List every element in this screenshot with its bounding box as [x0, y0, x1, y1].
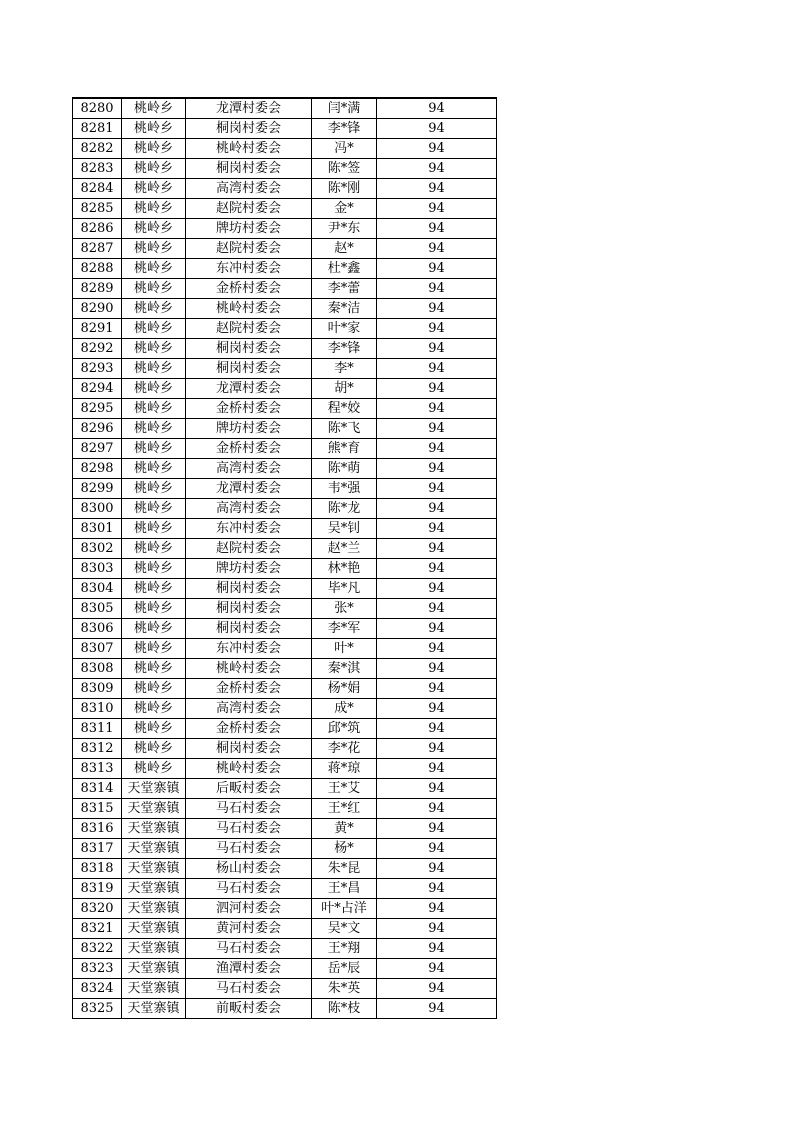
table-row	[73, 619, 497, 639]
township-cell: 天堂寨镇	[122, 939, 186, 959]
row-number-cell: 8296	[73, 419, 122, 439]
row-number-cell: 8309	[73, 679, 122, 699]
township-cell: 桃岭乡	[122, 619, 186, 639]
table-row	[73, 479, 497, 499]
village-committee-cell: 桃岭村委会	[186, 299, 312, 319]
township-cell: 桃岭乡	[122, 459, 186, 479]
township-cell: 桃岭乡	[122, 679, 186, 699]
person-name-cell: 王*艾	[312, 779, 377, 799]
score-cell: 94	[377, 259, 497, 279]
score-cell: 94	[377, 839, 497, 859]
table-row	[73, 98, 497, 119]
row-number-cell: 8301	[73, 519, 122, 539]
township-cell: 桃岭乡	[122, 599, 186, 619]
village-committee-cell: 牌坊村委会	[186, 559, 312, 579]
score-cell: 94	[377, 699, 497, 719]
row-number-cell: 8298	[73, 459, 122, 479]
township-cell: 天堂寨镇	[122, 799, 186, 819]
table-row	[73, 659, 497, 679]
roster-table	[72, 97, 497, 1019]
village-committee-cell: 马石村委会	[186, 799, 312, 819]
row-number-cell: 8303	[73, 559, 122, 579]
score-cell: 94	[377, 659, 497, 679]
township-cell: 天堂寨镇	[122, 979, 186, 999]
village-committee-cell: 牌坊村委会	[186, 219, 312, 239]
row-number-cell: 8321	[73, 919, 122, 939]
person-name-cell: 李*军	[312, 619, 377, 639]
table-row	[73, 899, 497, 919]
table-row	[73, 959, 497, 979]
table-row	[73, 639, 497, 659]
township-cell: 桃岭乡	[122, 499, 186, 519]
score-cell: 94	[377, 159, 497, 179]
table-row	[73, 919, 497, 939]
person-name-cell: 尹*东	[312, 219, 377, 239]
person-name-cell: 叶*占洋	[312, 899, 377, 919]
township-cell: 天堂寨镇	[122, 819, 186, 839]
person-name-cell: 杨*	[312, 839, 377, 859]
score-cell: 94	[377, 779, 497, 799]
table-row	[73, 939, 497, 959]
village-committee-cell: 桐岗村委会	[186, 579, 312, 599]
row-number-cell: 8323	[73, 959, 122, 979]
person-name-cell: 李*	[312, 359, 377, 379]
township-cell: 桃岭乡	[122, 519, 186, 539]
table-row	[73, 879, 497, 899]
village-committee-cell: 马石村委会	[186, 939, 312, 959]
township-cell: 天堂寨镇	[122, 959, 186, 979]
village-committee-cell: 金桥村委会	[186, 719, 312, 739]
township-cell: 桃岭乡	[122, 299, 186, 319]
person-name-cell: 秦*淇	[312, 659, 377, 679]
village-committee-cell: 马石村委会	[186, 879, 312, 899]
person-name-cell: 冯*	[312, 139, 377, 159]
score-cell: 94	[377, 479, 497, 499]
row-number-cell: 8281	[73, 119, 122, 139]
village-committee-cell: 泗河村委会	[186, 899, 312, 919]
village-committee-cell: 东冲村委会	[186, 639, 312, 659]
person-name-cell: 陈*龙	[312, 499, 377, 519]
village-committee-cell: 杨山村委会	[186, 859, 312, 879]
person-name-cell: 成*	[312, 699, 377, 719]
table-row	[73, 779, 497, 799]
table-row	[73, 199, 497, 219]
score-cell: 94	[377, 919, 497, 939]
village-committee-cell: 赵院村委会	[186, 539, 312, 559]
table-row	[73, 799, 497, 819]
row-number-cell: 8289	[73, 279, 122, 299]
township-cell: 天堂寨镇	[122, 919, 186, 939]
village-committee-cell: 马石村委会	[186, 839, 312, 859]
person-name-cell: 李*蕾	[312, 279, 377, 299]
row-number-cell: 8304	[73, 579, 122, 599]
person-name-cell: 邱*筑	[312, 719, 377, 739]
score-cell: 94	[377, 819, 497, 839]
row-number-cell: 8316	[73, 819, 122, 839]
table-row	[73, 519, 497, 539]
person-name-cell: 李*锋	[312, 339, 377, 359]
score-cell: 94	[377, 739, 497, 759]
person-name-cell: 陈*飞	[312, 419, 377, 439]
person-name-cell: 王*翔	[312, 939, 377, 959]
township-cell: 桃岭乡	[122, 579, 186, 599]
table-row	[73, 239, 497, 259]
township-cell: 桃岭乡	[122, 659, 186, 679]
score-cell: 94	[377, 979, 497, 999]
person-name-cell: 王*昌	[312, 879, 377, 899]
person-name-cell: 岳*辰	[312, 959, 377, 979]
row-number-cell: 8300	[73, 499, 122, 519]
person-name-cell: 张*	[312, 599, 377, 619]
row-number-cell: 8324	[73, 979, 122, 999]
township-cell: 桃岭乡	[122, 159, 186, 179]
table-row	[73, 759, 497, 779]
township-cell: 桃岭乡	[122, 439, 186, 459]
table-row	[73, 279, 497, 299]
table-row	[73, 539, 497, 559]
table-row	[73, 259, 497, 279]
village-committee-cell: 高湾村委会	[186, 699, 312, 719]
person-name-cell: 李*锋	[312, 119, 377, 139]
row-number-cell: 8286	[73, 219, 122, 239]
score-cell: 94	[377, 679, 497, 699]
score-cell: 94	[377, 139, 497, 159]
person-name-cell: 秦*洁	[312, 299, 377, 319]
table-row	[73, 459, 497, 479]
score-cell: 94	[377, 999, 497, 1019]
village-committee-cell: 桐岗村委会	[186, 159, 312, 179]
score-cell: 94	[377, 959, 497, 979]
score-cell: 94	[377, 759, 497, 779]
table-row	[73, 219, 497, 239]
village-committee-cell: 龙潭村委会	[186, 98, 312, 119]
score-cell: 94	[377, 239, 497, 259]
score-cell: 94	[377, 619, 497, 639]
township-cell: 桃岭乡	[122, 139, 186, 159]
person-name-cell: 金*	[312, 199, 377, 219]
score-cell: 94	[377, 899, 497, 919]
person-name-cell: 黄*	[312, 819, 377, 839]
township-cell: 天堂寨镇	[122, 839, 186, 859]
table-row	[73, 979, 497, 999]
township-cell: 桃岭乡	[122, 399, 186, 419]
row-number-cell: 8287	[73, 239, 122, 259]
village-committee-cell: 牌坊村委会	[186, 419, 312, 439]
township-cell: 桃岭乡	[122, 699, 186, 719]
person-name-cell: 毕*凡	[312, 579, 377, 599]
score-cell: 94	[377, 719, 497, 739]
row-number-cell: 8325	[73, 999, 122, 1019]
village-committee-cell: 马石村委会	[186, 979, 312, 999]
table-row	[73, 419, 497, 439]
village-committee-cell: 马石村委会	[186, 819, 312, 839]
score-cell: 94	[377, 379, 497, 399]
township-cell: 桃岭乡	[122, 719, 186, 739]
township-cell: 天堂寨镇	[122, 859, 186, 879]
row-number-cell: 8308	[73, 659, 122, 679]
table-row	[73, 999, 497, 1019]
score-cell: 94	[377, 319, 497, 339]
row-number-cell: 8310	[73, 699, 122, 719]
score-cell: 94	[377, 119, 497, 139]
table-row	[73, 499, 497, 519]
township-cell: 天堂寨镇	[122, 899, 186, 919]
village-committee-cell: 桐岗村委会	[186, 359, 312, 379]
row-number-cell: 8315	[73, 799, 122, 819]
row-number-cell: 8293	[73, 359, 122, 379]
score-cell: 94	[377, 179, 497, 199]
table-row	[73, 299, 497, 319]
score-cell: 94	[377, 219, 497, 239]
row-number-cell: 8290	[73, 299, 122, 319]
village-committee-cell: 高湾村委会	[186, 179, 312, 199]
table-row	[73, 119, 497, 139]
row-number-cell: 8311	[73, 719, 122, 739]
row-number-cell: 8288	[73, 259, 122, 279]
village-committee-cell: 赵院村委会	[186, 199, 312, 219]
row-number-cell: 8302	[73, 539, 122, 559]
township-cell: 桃岭乡	[122, 119, 186, 139]
table-row	[73, 679, 497, 699]
score-cell: 94	[377, 199, 497, 219]
village-committee-cell: 东冲村委会	[186, 519, 312, 539]
township-cell: 天堂寨镇	[122, 999, 186, 1019]
score-cell: 94	[377, 98, 497, 119]
township-cell: 桃岭乡	[122, 259, 186, 279]
score-cell: 94	[377, 859, 497, 879]
township-cell: 桃岭乡	[122, 639, 186, 659]
person-name-cell: 熊*育	[312, 439, 377, 459]
row-number-cell: 8312	[73, 739, 122, 759]
row-number-cell: 8319	[73, 879, 122, 899]
row-number-cell: 8320	[73, 899, 122, 919]
row-number-cell: 8292	[73, 339, 122, 359]
table-row	[73, 439, 497, 459]
table-row	[73, 859, 497, 879]
score-cell: 94	[377, 279, 497, 299]
roster-table-body	[73, 98, 497, 1019]
village-committee-cell: 渔潭村委会	[186, 959, 312, 979]
village-committee-cell: 桐岗村委会	[186, 739, 312, 759]
score-cell: 94	[377, 879, 497, 899]
table-row	[73, 699, 497, 719]
village-committee-cell: 龙潭村委会	[186, 379, 312, 399]
township-cell: 桃岭乡	[122, 98, 186, 119]
score-cell: 94	[377, 579, 497, 599]
township-cell: 桃岭乡	[122, 339, 186, 359]
township-cell: 桃岭乡	[122, 219, 186, 239]
score-cell: 94	[377, 939, 497, 959]
row-number-cell: 8307	[73, 639, 122, 659]
row-number-cell: 8313	[73, 759, 122, 779]
person-name-cell: 陈*萌	[312, 459, 377, 479]
score-cell: 94	[377, 399, 497, 419]
person-name-cell: 胡*	[312, 379, 377, 399]
table-row	[73, 559, 497, 579]
township-cell: 天堂寨镇	[122, 779, 186, 799]
person-name-cell: 林*艳	[312, 559, 377, 579]
person-name-cell: 杨*娟	[312, 679, 377, 699]
table-row	[73, 179, 497, 199]
township-cell: 桃岭乡	[122, 279, 186, 299]
score-cell: 94	[377, 299, 497, 319]
village-committee-cell: 黄河村委会	[186, 919, 312, 939]
village-committee-cell: 后畈村委会	[186, 779, 312, 799]
person-name-cell: 吴*文	[312, 919, 377, 939]
village-committee-cell: 赵院村委会	[186, 319, 312, 339]
score-cell: 94	[377, 519, 497, 539]
township-cell: 天堂寨镇	[122, 879, 186, 899]
person-name-cell: 韦*强	[312, 479, 377, 499]
row-number-cell: 8322	[73, 939, 122, 959]
township-cell: 桃岭乡	[122, 199, 186, 219]
row-number-cell: 8295	[73, 399, 122, 419]
table-row	[73, 739, 497, 759]
village-committee-cell: 金桥村委会	[186, 399, 312, 419]
table-row	[73, 379, 497, 399]
township-cell: 桃岭乡	[122, 239, 186, 259]
township-cell: 桃岭乡	[122, 179, 186, 199]
row-number-cell: 8282	[73, 139, 122, 159]
village-committee-cell: 桃岭村委会	[186, 759, 312, 779]
person-name-cell: 朱*英	[312, 979, 377, 999]
person-name-cell: 陈*签	[312, 159, 377, 179]
row-number-cell: 8297	[73, 439, 122, 459]
township-cell: 桃岭乡	[122, 479, 186, 499]
table-row	[73, 159, 497, 179]
person-name-cell: 蒋*琼	[312, 759, 377, 779]
township-cell: 桃岭乡	[122, 539, 186, 559]
township-cell: 桃岭乡	[122, 759, 186, 779]
row-number-cell: 8294	[73, 379, 122, 399]
table-row	[73, 359, 497, 379]
row-number-cell: 8299	[73, 479, 122, 499]
village-committee-cell: 金桥村委会	[186, 679, 312, 699]
row-number-cell: 8291	[73, 319, 122, 339]
table-row	[73, 319, 497, 339]
score-cell: 94	[377, 359, 497, 379]
table-row	[73, 839, 497, 859]
table-row	[73, 599, 497, 619]
score-cell: 94	[377, 439, 497, 459]
row-number-cell: 8283	[73, 159, 122, 179]
person-name-cell: 赵*兰	[312, 539, 377, 559]
township-cell: 桃岭乡	[122, 379, 186, 399]
person-name-cell: 叶*	[312, 639, 377, 659]
person-name-cell: 叶*家	[312, 319, 377, 339]
row-number-cell: 8284	[73, 179, 122, 199]
row-number-cell: 8305	[73, 599, 122, 619]
person-name-cell: 赵*	[312, 239, 377, 259]
township-cell: 桃岭乡	[122, 739, 186, 759]
person-name-cell: 王*红	[312, 799, 377, 819]
village-committee-cell: 桐岗村委会	[186, 339, 312, 359]
score-cell: 94	[377, 499, 497, 519]
person-name-cell: 程*姣	[312, 399, 377, 419]
table-row	[73, 339, 497, 359]
township-cell: 桃岭乡	[122, 419, 186, 439]
township-cell: 桃岭乡	[122, 319, 186, 339]
score-cell: 94	[377, 599, 497, 619]
score-cell: 94	[377, 419, 497, 439]
village-committee-cell: 龙潭村委会	[186, 479, 312, 499]
village-committee-cell: 赵院村委会	[186, 239, 312, 259]
table-row	[73, 139, 497, 159]
village-committee-cell: 桐岗村委会	[186, 619, 312, 639]
row-number-cell: 8280	[73, 98, 122, 119]
person-name-cell: 陈*枝	[312, 999, 377, 1019]
village-committee-cell: 桃岭村委会	[186, 139, 312, 159]
village-committee-cell: 东冲村委会	[186, 259, 312, 279]
table-row	[73, 819, 497, 839]
row-number-cell: 8317	[73, 839, 122, 859]
village-committee-cell: 高湾村委会	[186, 459, 312, 479]
village-committee-cell: 金桥村委会	[186, 279, 312, 299]
person-name-cell: 吴*钊	[312, 519, 377, 539]
score-cell: 94	[377, 559, 497, 579]
village-committee-cell: 桐岗村委会	[186, 599, 312, 619]
score-cell: 94	[377, 459, 497, 479]
village-committee-cell: 金桥村委会	[186, 439, 312, 459]
score-cell: 94	[377, 639, 497, 659]
row-number-cell: 8318	[73, 859, 122, 879]
person-name-cell: 朱*昆	[312, 859, 377, 879]
person-name-cell: 杜*鑫	[312, 259, 377, 279]
person-name-cell: 李*花	[312, 739, 377, 759]
township-cell: 桃岭乡	[122, 559, 186, 579]
person-name-cell: 闫*满	[312, 98, 377, 119]
table-row	[73, 579, 497, 599]
score-cell: 94	[377, 799, 497, 819]
table-row	[73, 719, 497, 739]
village-committee-cell: 前畈村委会	[186, 999, 312, 1019]
village-committee-cell: 桃岭村委会	[186, 659, 312, 679]
village-committee-cell: 桐岗村委会	[186, 119, 312, 139]
table-row	[73, 399, 497, 419]
row-number-cell: 8314	[73, 779, 122, 799]
township-cell: 桃岭乡	[122, 359, 186, 379]
row-number-cell: 8285	[73, 199, 122, 219]
score-cell: 94	[377, 539, 497, 559]
row-number-cell: 8306	[73, 619, 122, 639]
village-committee-cell: 高湾村委会	[186, 499, 312, 519]
score-cell: 94	[377, 339, 497, 359]
person-name-cell: 陈*刚	[312, 179, 377, 199]
